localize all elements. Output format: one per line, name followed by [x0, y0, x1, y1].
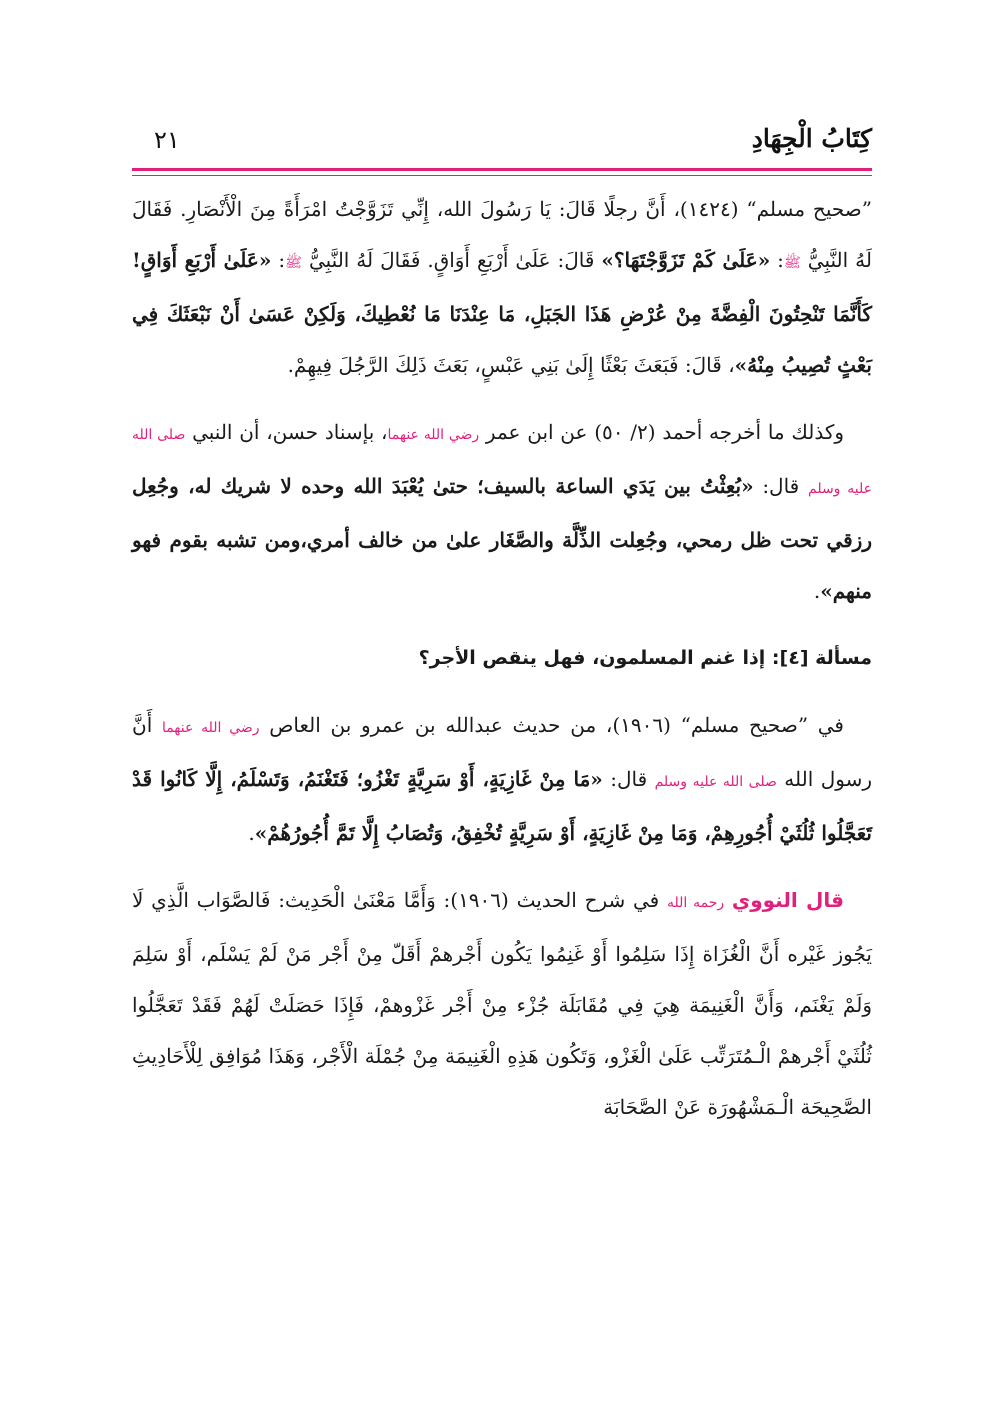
text: :	[770, 248, 784, 272]
paragraph-1	[132, 184, 872, 391]
text: .	[813, 579, 821, 603]
text: ”صحيح مسلم“ (١٤٢٤)، أَنَّ رجلًا قَالَ: يَا رَسُولَ الله، إِنِّي تَزَوَّجْتُ امْرَأَةً مِنَ الْأَنْصَارِ. فَقَالَ لَهُ النَّبِيُّ	[132, 197, 872, 272]
text: قال:	[602, 767, 655, 791]
page-header	[132, 122, 872, 162]
section-heading: مسألة [٤]: إذا غنم المسلمون، فهل ينقص الأجر؟	[418, 647, 872, 669]
hadith-quote: «مَا مِنْ غَازِيَةٍ، أَوْ سَرِيَّةٍ تَغْزُو؛ فَتَغْنَمُ، وَتَسْلَمُ، إِلَّا كَانُوا قَدْ تَعَجَّلُوا ثُلُثَيْ أُجُورِهِمْ، وَمَا مِنْ غَازِيَةٍ، أَوْ سَرِيَّةٍ تُخْفِقُ، وَتُصَابُ إِلَّا تَمَّ أُجُورُهُمْ»	[132, 767, 872, 845]
spacer	[132, 859, 872, 875]
honorific: صلى الله عليه وسلم	[654, 774, 777, 790]
honorific: رحمه الله	[666, 895, 725, 911]
text: وكذلك ما أخرجه أحمد (٢/ ٥٠) عن ابن عمر	[479, 420, 845, 444]
text: في ”صحيح مسلم“ (١٩٠٦)، من حديث عبدالله بن عمرو بن العاص	[259, 713, 844, 737]
paragraph-4	[132, 875, 872, 1133]
paragraph-3	[132, 700, 872, 859]
spacer	[132, 391, 872, 407]
honorific: ﷺ	[783, 255, 801, 271]
hadith-quote: «عَلَىٰ أَرْبَعِ أَوَاقٍ! كَأَنَّمَا تَنْحِتُونَ الْفِضَّةَ مِنْ عُرْضِ هَذَا الجَبَلِ، مَا عِنْدَنَا مَا نُعْطِيكَ، وَلَكِنْ عَسَىٰ أَنْ نَبْعَثَكَ فِي بَعْثٍ تُصِيبُ مِنْهُ»	[132, 248, 872, 377]
paragraph-2	[132, 407, 872, 617]
author-name: قال النووي	[731, 888, 845, 912]
spacer	[132, 617, 872, 633]
text: ، قَالَ: فَبَعَثَ بَعْثًا إِلَىٰ بَنِي عَبْسٍ، بَعَثَ ذَلِكَ الرَّجُلَ فِيهِمْ.	[287, 353, 735, 377]
text: قال:	[753, 474, 808, 498]
header-rule-thick	[132, 168, 872, 171]
hadith-quote: «بُعِثْتُ بين يَدَي الساعة بالسيف؛ حتىٰ يُعْبَدَ الله وحده لا شريك له، وجُعِل رزقي تحت ظل رمحي، وجُعِلت الذِّلَّة والصَّغَار علىٰ من خالف أمري،ومن تشبه بقوم فهو منهم»	[132, 474, 872, 603]
text: قَالَ: عَلَىٰ أَرْبَعِ أَوَاقٍ. فَقَالَ لَهُ النَّبِيُّ	[301, 248, 602, 272]
honorific: صلى الله عليه وسلم	[132, 427, 872, 497]
text: .	[248, 821, 255, 845]
honorific: رضي الله عنهما	[387, 427, 480, 443]
page-number: ٢١	[154, 126, 180, 154]
hadith-quote: «عَلَىٰ كَمْ تَزَوَّجْتَهَا؟»	[601, 248, 771, 272]
text: في شرح الحديث (١٩٠٦): وَأَمَّا مَعْنَىٰ الْحَدِيث: فَالصَّوَاب الَّذِي لَا يَجُوز غَيْره أَنَّ الْغُزَاة إِذَا سَلِمُوا أَوْ غَنِمُوا يَكُون أَجْرهمْ أَقَلّ مِنْ أَجْر مَنْ لَمْ يَسْلَم، أَوْ سَلِمَ وَلَمْ يَغْنَم، وَأَنَّ الْغَنِيمَة هِيَ فِي مُقَابَلَة جُزْء مِنْ أَجْر غَزْوهمْ، فَإِذَا حَصَلَتْ لَهُمْ فَقَدْ تَعَجَّلُوا ثُلُثَيْ أَجْرهمْ الْـمُتَرَتِّب عَلَىٰ الْغَزْو، وَتَكُون هَذِهِ الْغَنِيمَة مِنْ جُمْلَة الْأَجْر، وَهَذَا مُوَافِق لِلْأَحَادِيثِ الصَّحِيحَة الْـمَشْهُورَة عَنْ الصَّحَابَة	[132, 888, 872, 1119]
header-rule-thin	[132, 175, 872, 176]
spacer	[132, 684, 872, 700]
text: أَنَّ رسول الله	[132, 713, 873, 791]
text: ، بإسناد حسن، أن النبي	[185, 420, 388, 444]
honorific: ﷺ	[285, 255, 302, 271]
page-body	[132, 184, 872, 1133]
book-title: كِتَابُ الْجِهَادِ	[751, 124, 872, 153]
honorific: رضي الله عنهما	[161, 720, 260, 736]
text: :	[271, 248, 286, 272]
